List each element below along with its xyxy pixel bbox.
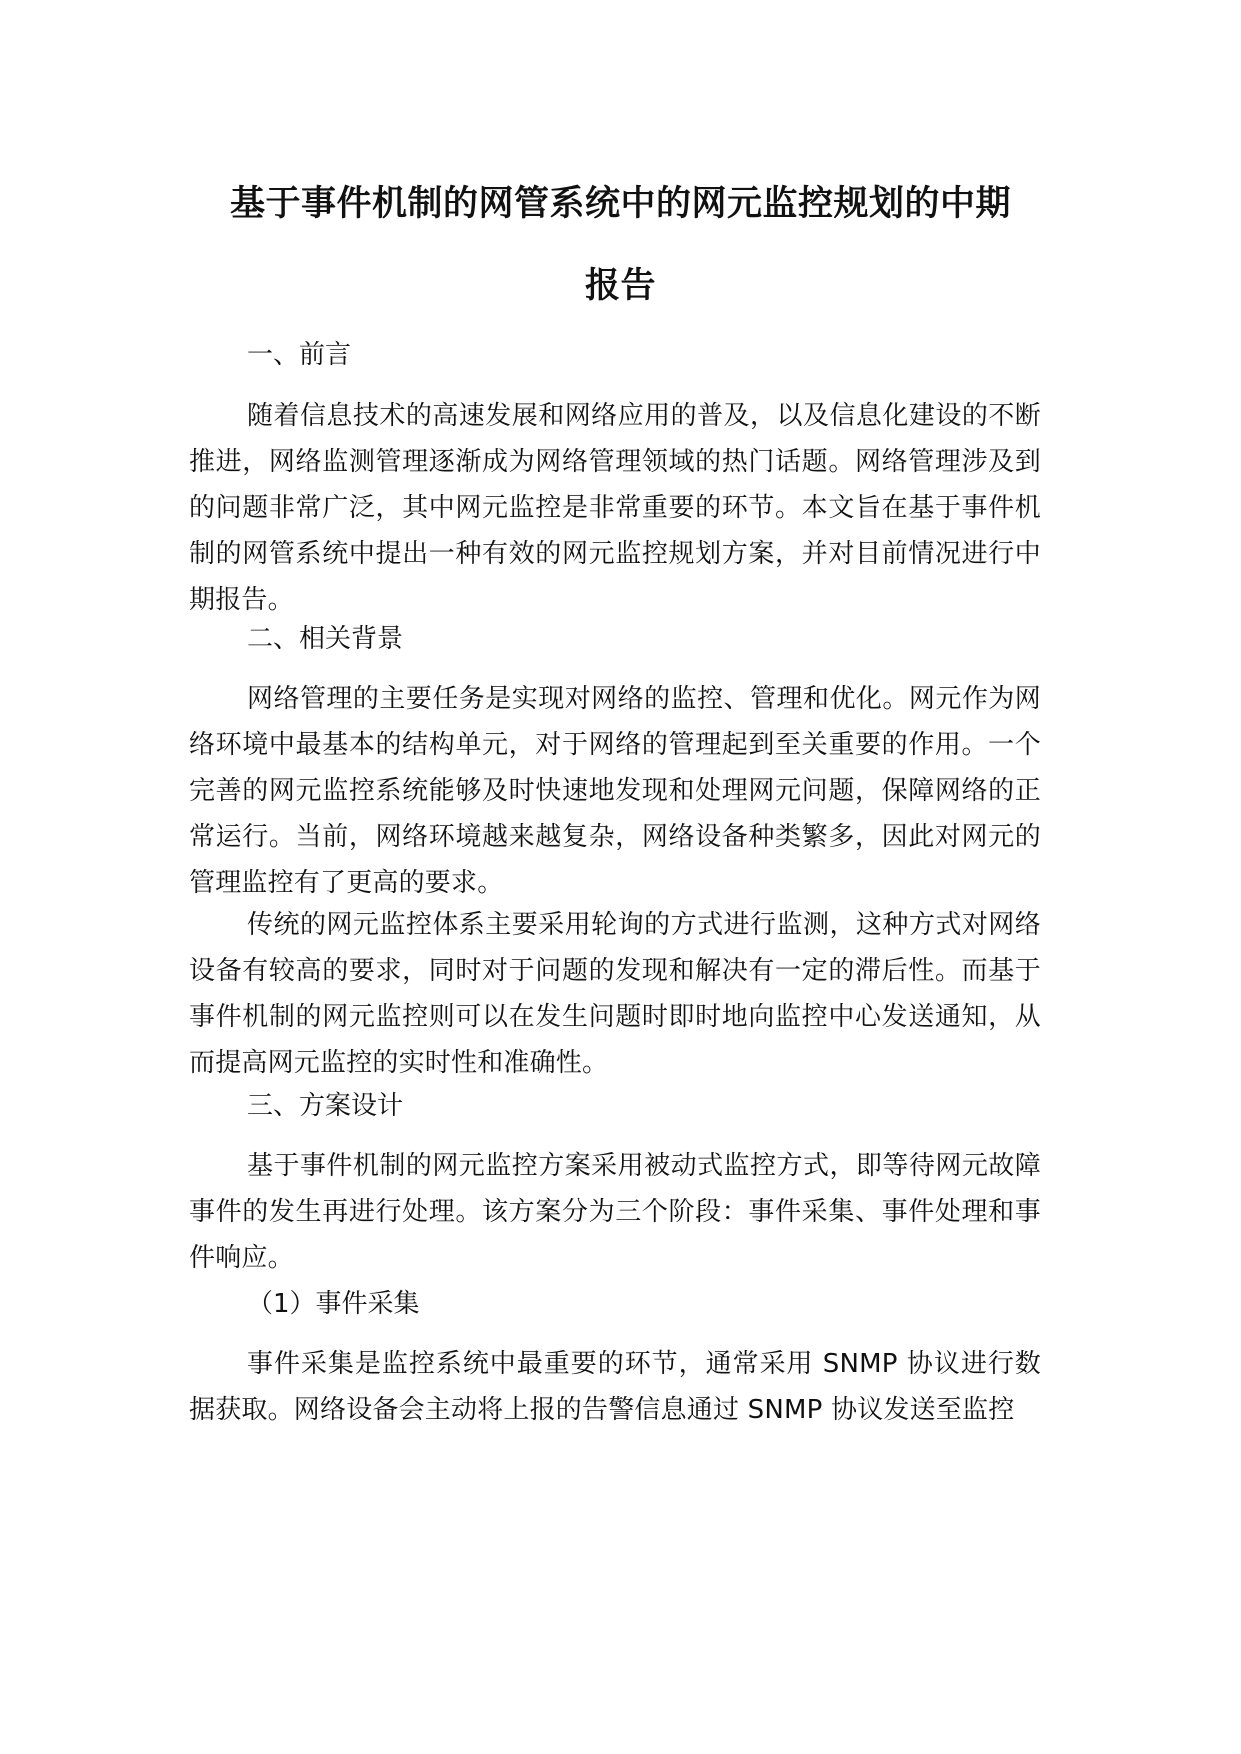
document-title-line-2: 报告 [584, 266, 656, 306]
section-heading-design: 三、方案设计 [247, 1091, 404, 1121]
paragraph-background-1: 网络管理的主要任务是实现对网络的监控、管理和优化。网元作为网络环境中最基本的结构单元，对于网络的管理起到至关重要的作用。一个完善的网元监控系统能够及时快速地发现和处理网元问题，保障网络的正常运行。当前，网络环境越来越复杂，网络设备种类繁多，因此对网元的管理监控有了更高的要求。 [189, 684, 1041, 898]
section-heading-preface: 一、前言 [247, 340, 352, 370]
section-heading-background: 二、相关背景 [247, 624, 404, 654]
paragraph-event-collection: 事件采集是监控系统中最重要的环节，通常采用 SNMP 协议进行数据获取。网络设备会主动将上报的告警信息通过 SNMP 协议发送至监控 [189, 1349, 1041, 1425]
document-title-line-1: 基于事件机制的网管系统中的网元监控规划的中期 [229, 184, 1011, 224]
paragraph-background-2: 传统的网元监控体系主要采用轮询的方式进行监测，这种方式对网络设备有较高的要求，同时对于问题的发现和解决有一定的滞后性。而基于事件机制的网元监控则可以在发生问题时即时地向监控中心发送通知，从而提高网元监控的实时性和准确性。 [189, 910, 1041, 1078]
subsection-heading-event-collection: （1）事件采集 [247, 1289, 420, 1319]
paragraph-preface: 随着信息技术的高速发展和网络应用的普及，以及信息化建设的不断推进，网络监测管理逐渐成为网络管理领域的热门话题。网络管理涉及到的问题非常广泛，其中网元监控是非常重要的环节。本文旨在基于事件机制的网管系统中提出一种有效的网元监控规划方案，并对目前情况进行中期报告。 [189, 401, 1041, 615]
paragraph-design: 基于事件机制的网元监控方案采用被动式监控方式，即等待网元故障事件的发生再进行处理。该方案分为三个阶段：事件采集、事件处理和事件响应。 [189, 1151, 1041, 1273]
